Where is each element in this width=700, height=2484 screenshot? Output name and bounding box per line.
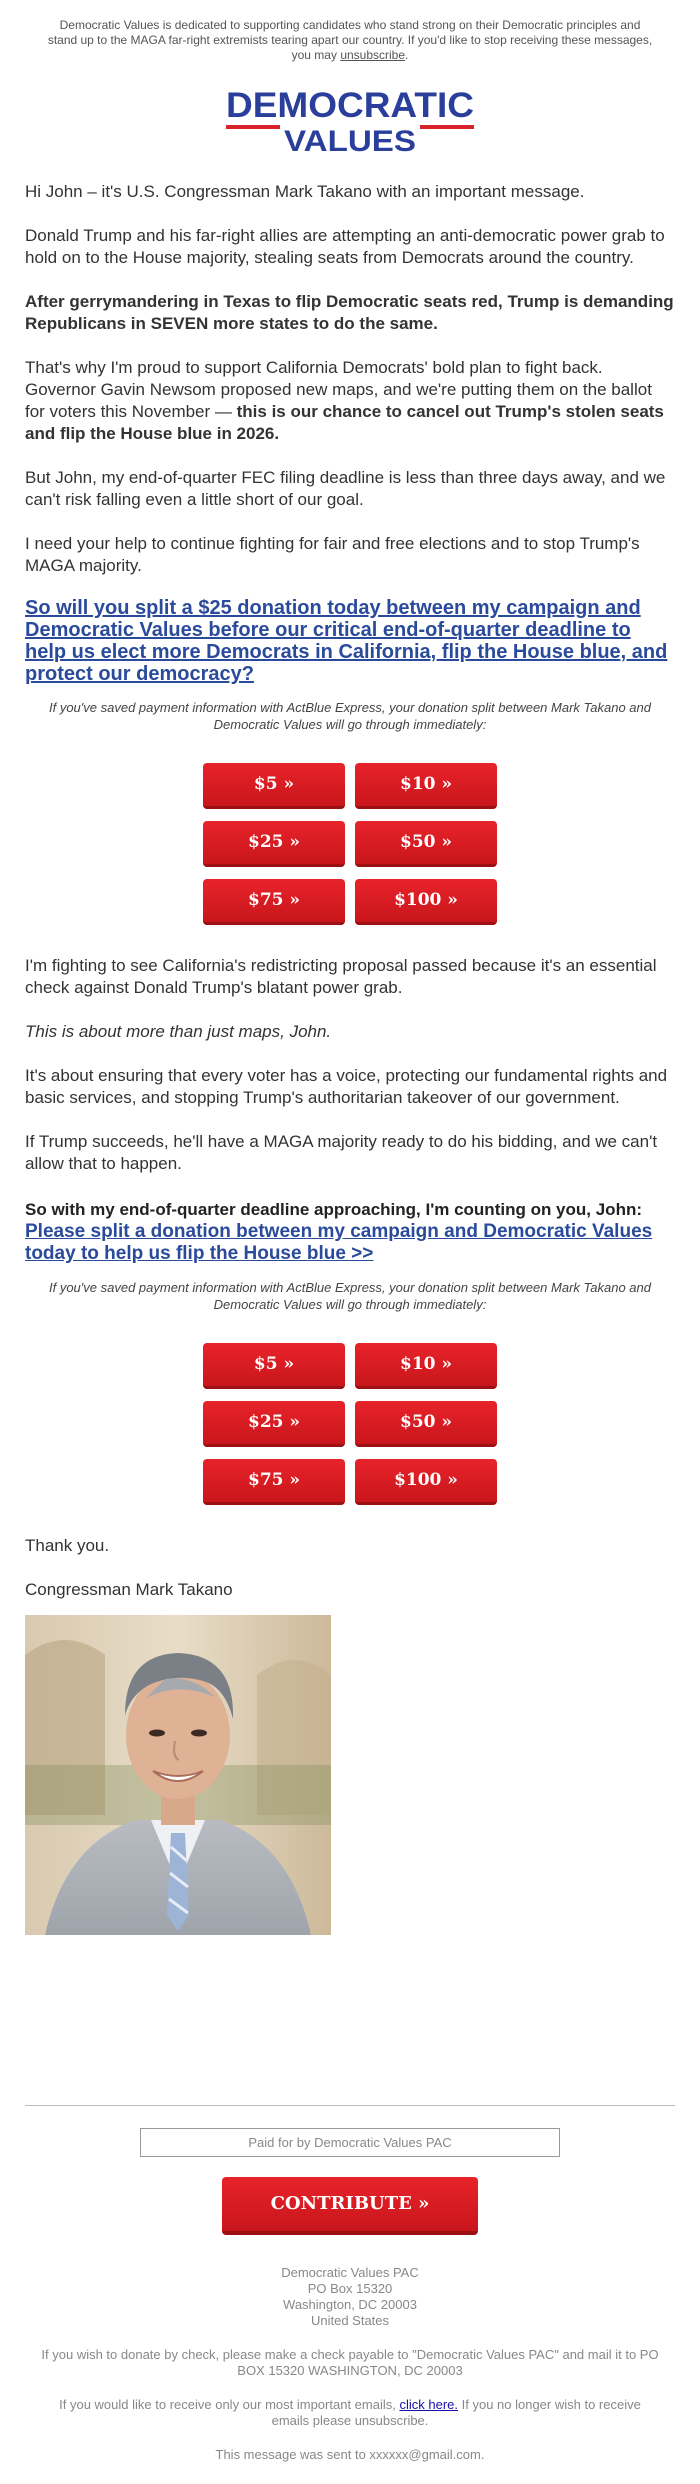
preheader-text: Democratic Values is dedicated to supporting candidates who stand strong on their Democratic principles and stand up to the MAGA far-right extremists tearing apart our country. If you'd like to stop receiving these messages, you may xyxy=(47,18,653,62)
preheader-period: . xyxy=(405,48,409,62)
paragraph-newsom-plan xyxy=(25,357,675,445)
paragraph-fec-deadline: But John, my end-of-quarter FEC filing deadline is less than three days away, and we can't risk falling even a little short of our goal. xyxy=(25,468,666,509)
sent-to-note: This message was sent to xxxxxx@gmail.com. xyxy=(215,2447,485,2462)
address-line: Washington, DC 20003 xyxy=(283,2297,417,2312)
check-donation-note: If you wish to donate by check, please make a check payable to "Democratic Values PAC" and mail it to PO BOX 15320 WASHINGTON, DC 20003 xyxy=(41,2347,659,2378)
signature: Congressman Mark Takano xyxy=(25,1580,233,1599)
donate-100-button[interactable]: $100 » xyxy=(355,879,497,925)
donate-5-button[interactable]: $5 » xyxy=(203,1343,345,1389)
thank-you: Thank you. xyxy=(25,1536,110,1555)
paid-for-disclaimer: Paid for by Democratic Values PAC xyxy=(140,2128,560,2157)
actblue-express-note: If you've saved payment information with ActBlue Express, your donation split between Mark Takano and Democratic Values will go through immediately: xyxy=(48,700,651,732)
donation-button-grid-1 xyxy=(200,763,500,925)
donate-25-button[interactable]: $25 » xyxy=(203,1401,345,1447)
address-line: Democratic Values PAC xyxy=(281,2265,419,2280)
paragraph-every-voter: It's about ensuring that every voter has a voice, protecting our fundamental rights and basic services, and stopping Trump's authoritarian takeover of our government. xyxy=(25,1066,668,1107)
donate-5-button[interactable]: $5 » xyxy=(203,763,345,809)
logo-line-2: VALUES xyxy=(284,125,416,157)
donate-10-button[interactable]: $10 » xyxy=(355,763,497,809)
address-line: United States xyxy=(310,2313,390,2328)
paragraph-maga-majority: If Trump succeeds, he'll have a MAGA majority ready to do his bidding, and we can't allow that to happen. xyxy=(25,1132,658,1173)
donate-50-button[interactable]: $50 » xyxy=(355,1401,497,1447)
paragraph-power-grab: Donald Trump and his far-right allies are attempting an anti-democratic power grab to hold on to the House majority, stealing seats from Democrats around the country. xyxy=(25,226,665,267)
contribute-button[interactable]: CONTRIBUTE » xyxy=(222,2177,478,2235)
paragraph-gerrymandering: After gerrymandering in Texas to flip Democratic seats red, Trump is demanding Republicans in SEVEN more states to do the same. xyxy=(25,292,674,333)
donate-10-button[interactable]: $10 » xyxy=(355,1343,497,1389)
donate-75-button[interactable]: $75 » xyxy=(203,1459,345,1505)
email-preferences-note xyxy=(0,2397,700,2429)
address-line: PO Box 15320 xyxy=(307,2281,393,2296)
mailing-address xyxy=(0,2265,700,2329)
paragraph-redistricting: I'm fighting to see California's redistricting proposal passed because it's an essential check against Donald Trump's blatant power grab. xyxy=(25,956,657,997)
donation-ask-link[interactable]: So will you split a $25 donation today between my campaign and Democratic Values before our critical end-of-quarter deadline to help us elect more Democrats in California, flip the House blue, and protect our democracy? xyxy=(25,597,668,685)
preheader xyxy=(25,0,675,63)
donate-25-button[interactable]: $25 » xyxy=(203,821,345,867)
logo-line-1: DEMOCRATIC xyxy=(226,86,474,125)
paragraph-need-help: I need your help to continue fighting for fair and free elections and to stop Trump's MAGA majority. xyxy=(25,534,640,575)
preferences-text-post: If you no longer wish to receive emails please unsubscribe. xyxy=(271,2397,641,2428)
greeting: Hi John – it's U.S. Congressman Mark Takano with an important message. xyxy=(25,182,585,201)
preferences-text-pre: If you would like to receive only our most important emails, xyxy=(59,2397,396,2412)
donate-50-button[interactable]: $50 » xyxy=(355,821,497,867)
newsom-plan-bold: this is our chance to cancel out Trump's stolen seats and flip the House blue in 2026. xyxy=(25,402,664,443)
footer xyxy=(0,2128,700,2463)
democratic-values-logo xyxy=(220,85,480,157)
donate-75-button[interactable]: $75 » xyxy=(203,879,345,925)
important-emails-link[interactable]: click here. xyxy=(399,2397,458,2412)
footer-divider xyxy=(25,2105,675,2106)
donate-100-button[interactable]: $100 » xyxy=(355,1459,497,1505)
congressman-portrait-photo xyxy=(25,1615,331,1935)
actblue-express-note-2: If you've saved payment information with ActBlue Express, your donation split between Mark Takano and Democratic Values will go through immediately: xyxy=(48,1280,651,1312)
split-donation-link[interactable]: Please split a donation between my campaign and Democratic Values today to help us flip the House blue >> xyxy=(25,1221,653,1264)
unsubscribe-link[interactable]: unsubscribe xyxy=(340,48,406,62)
donation-button-grid-2 xyxy=(200,1343,500,1505)
paragraph-more-than-maps: This is about more than just maps, John. xyxy=(25,1022,332,1041)
cta-lead-text: So with my end-of-quarter deadline approaching, I'm counting on you, John: xyxy=(25,1200,642,1219)
newsom-plan-text: That's why I'm proud to support California Democrats' bold plan to fight back. Governor Gavin Newsom proposed new maps, and we're putting them on the ballot for voters this November — xyxy=(25,358,652,421)
